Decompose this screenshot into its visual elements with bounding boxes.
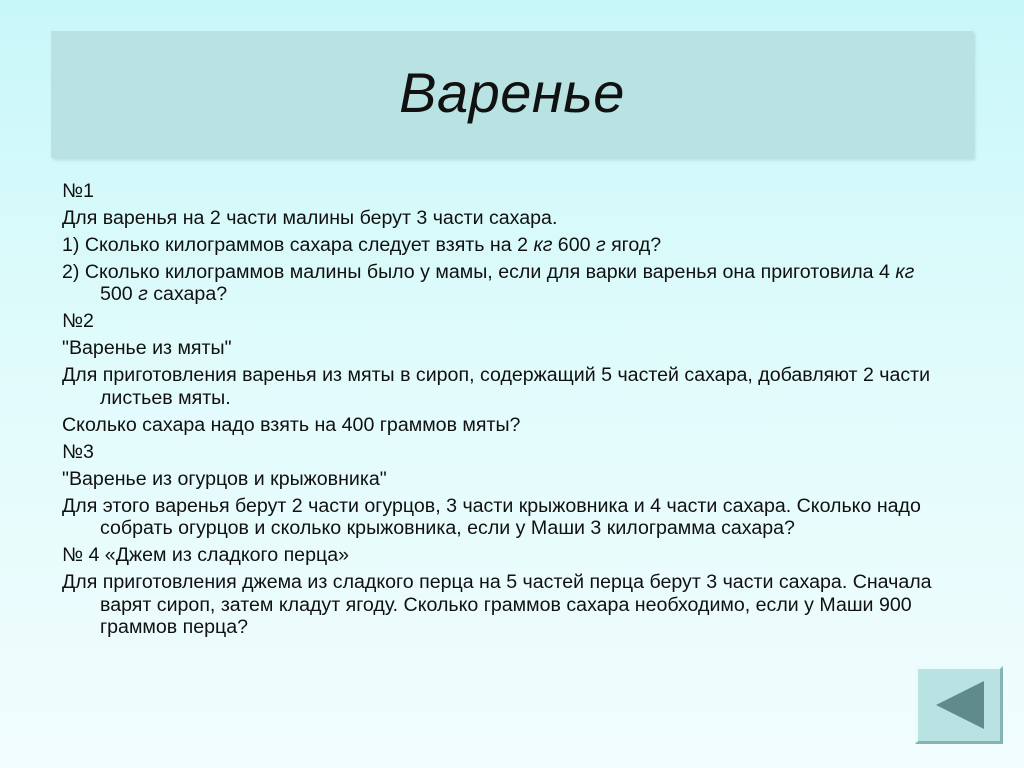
problem-3-heading: №3 bbox=[62, 440, 94, 463]
unit-text: г bbox=[138, 283, 148, 306]
unit-text: кг bbox=[533, 234, 553, 256]
problem-2-condition: Для приготовления варенья из мяты в сироп, содержащий 5 частей сахара, добавляют 2 части листьев мяты. bbox=[62, 364, 931, 409]
title-bar bbox=[51, 31, 973, 158]
problem-4-heading: № 4 «Джем из сладкого перца» bbox=[62, 544, 349, 567]
slide-body bbox=[62, 180, 942, 643]
text-segment: ягод? bbox=[605, 234, 662, 256]
problem-2-heading: №2 bbox=[62, 310, 94, 333]
slide-title: Варенье bbox=[399, 61, 625, 124]
back-button[interactable] bbox=[915, 666, 1003, 744]
problem-1-condition: Для варенья на 2 части малины берут 3 части сахара. bbox=[62, 207, 558, 229]
unit-text: г bbox=[595, 234, 606, 256]
problem-2-title: "Варенье из мяты" bbox=[62, 337, 232, 360]
text-segment: сахара? bbox=[147, 283, 228, 306]
text-segment: 500 bbox=[100, 283, 139, 306]
problem-4-condition: Для приготовления джема из сладкого перца на 5 частей перца берут 3 части сахара. Сначала варят сироп, затем кладут ягоду. Сколько граммов сахара необходимо, если у Маши 900 граммов перца? bbox=[62, 571, 932, 639]
triangle-left-icon bbox=[934, 679, 986, 731]
unit-text: кг bbox=[895, 261, 915, 283]
problem-1-question-2 bbox=[62, 261, 942, 306]
text-segment: 1) Сколько килограммов сахара следует взять на 2 bbox=[62, 234, 534, 256]
problem-3-title: "Варенье из огурцов и крыжовника" bbox=[62, 467, 387, 490]
problem-1-question-1 bbox=[62, 234, 942, 256]
text-segment: 600 bbox=[552, 234, 596, 256]
problem-1-heading: №1 bbox=[62, 180, 94, 202]
problem-2-question: Сколько сахара надо взять на 400 граммов мяты? bbox=[62, 413, 521, 436]
text-segment: 2) Сколько килограммов малины было у мамы, если для варки варенья она приготовила 4 bbox=[62, 261, 896, 283]
problem-3-condition: Для этого варенья берут 2 части огурцов, 3 части крыжовника и 4 части сахара. Сколько надо собрать огурцов и сколько крыжовника, если у Маши 3 килограмма сахара? bbox=[62, 494, 921, 540]
